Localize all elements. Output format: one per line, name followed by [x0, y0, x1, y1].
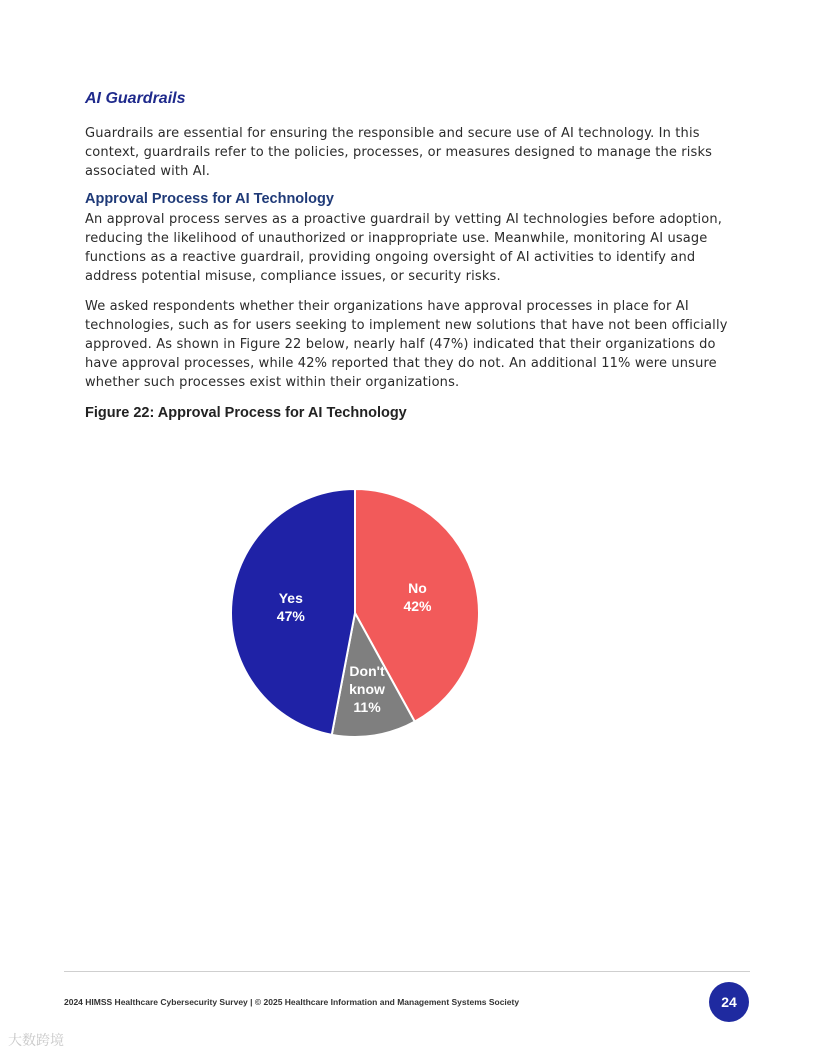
pie-label-1-0: Don't: [349, 662, 385, 679]
pie-label-1-1: know: [349, 680, 385, 697]
pie-label-0-1: 42%: [403, 597, 432, 614]
footer-text: 2024 HIMSS Healthcare Cybersecurity Survey | © 2025 Healthcare Information and Management Systems Society: [64, 997, 520, 1007]
page-content: [85, 90, 735, 421]
pie-chart: [220, 478, 490, 748]
footer-divider: [64, 971, 750, 972]
pie-label-0-0: No: [408, 579, 427, 596]
subsection-title: Approval Process for AI Technology: [85, 191, 334, 207]
figure-title: Figure 22: Approval Process for AI Technology: [85, 405, 407, 421]
page-number-badge: 24: [709, 982, 749, 1022]
body-paragraph-1: An approval process serves as a proactive guardrail by vetting AI technologies before adoption, reducing the likelihood of unauthorized or inappropriate use. Meanwhile, monitoring AI usage functions as a reactive guardrail, providing ongoing oversight of AI activities to identify and address potential misuse, compliance issues, or security risks.: [85, 212, 723, 284]
pie-label-2-0: Yes: [278, 589, 303, 606]
section-title: AI Guardrails: [85, 90, 186, 107]
body-paragraph-2: We asked respondents whether their organizations have approval processes in place for AI technologies, such as for users seeking to implement new solutions that have not been officially approved. As shown in Figure 22 below, nearly half (47%) indicated that their organizations do have approval processes, while 42% reported that they do not. An additional 11% were unsure whether such processes exist within their organizations.: [85, 299, 728, 390]
pie-label-1-2: 11%: [353, 698, 381, 715]
intro-paragraph: Guardrails are essential for ensuring the responsible and secure use of AI technology. In this context, guardrails refer to the policies, processes, or measures designed to manage the risks associated with AI.: [85, 126, 713, 179]
watermark-logo: 大数跨境: [8, 1033, 64, 1049]
pie-label-2-1: 47%: [276, 607, 305, 624]
